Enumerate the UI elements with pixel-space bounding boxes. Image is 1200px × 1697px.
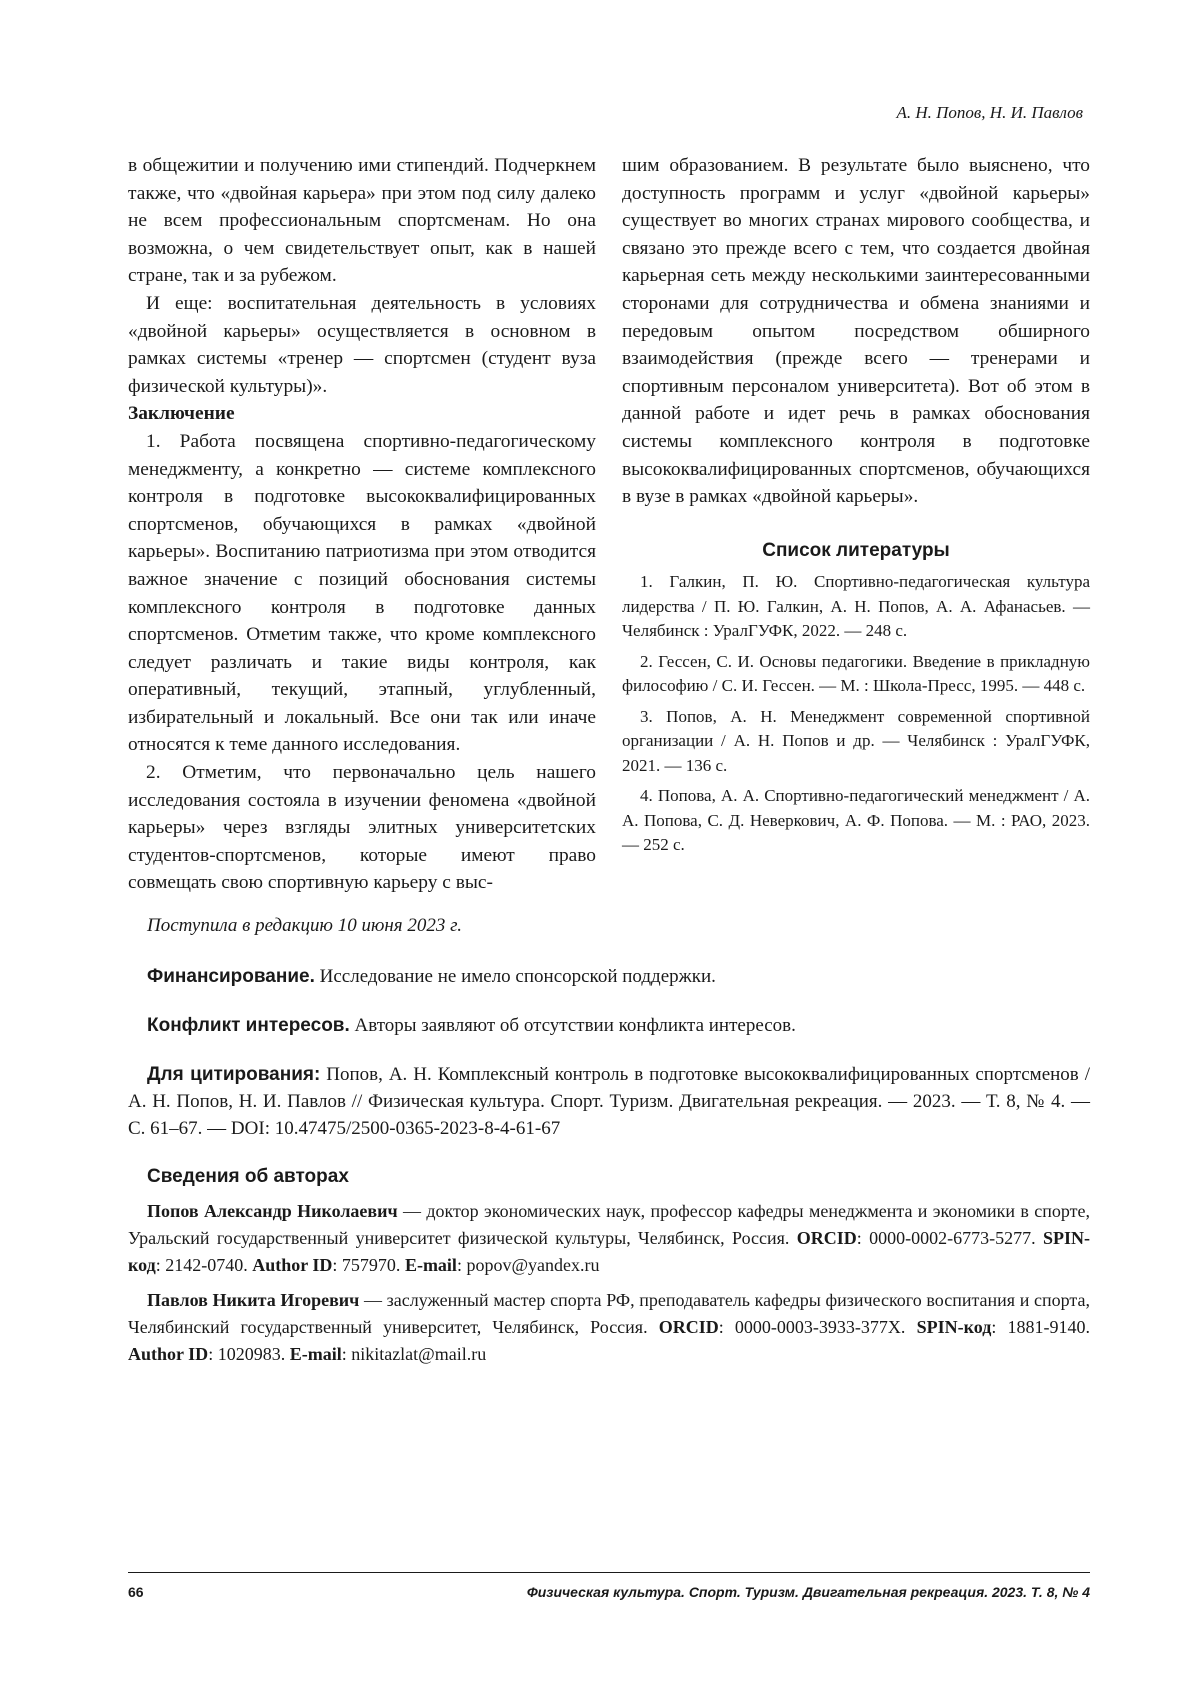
authorid-label: Author ID: [128, 1344, 209, 1364]
paragraph: в общежитии и получению ими стипендий. Подчеркнем также, что «двойная карьера» при этом под силу далеко не всем профессиональным спортсменам. Но она возможна, о чем свидетельствует опыт, как в нашей стране, так и за рубежом.: [128, 155, 596, 287]
funding-statement: [128, 963, 1090, 990]
references-title: Список литературы: [762, 539, 950, 561]
conflict-label: Конфликт интересов.: [147, 1015, 350, 1036]
paragraph: шим образованием. В результате было выяснено, что доступность программ и услуг «двойной карьеры» существует во многих странах мирового сообщества, и связано это прежде всего с тем, что создается двойная карьерная сеть между несколькими заинтересованными сторонами для сотрудничества и обмена знаниями и передовым опытом посредством обширного взаимодействия (прежде всего — тренерами и спортивным персоналом университета). Вот об этом в данной работе и идет речь в рамках обоснования системы комплексного контроля в подготовке высококвалифицированных спортсменов, обучающихся в вузе в рамках «двойной карьеры».: [622, 155, 1090, 508]
footer-divider: [128, 1572, 1090, 1573]
orcid-value: : 0000-0003-3933-377X.: [718, 1317, 917, 1337]
conflict-text: Авторы заявляют об отсутствии конфликта интересов.: [349, 1015, 796, 1036]
author-entry: [128, 1198, 1090, 1279]
authors-title: Сведения об авторах: [147, 1166, 349, 1187]
citation-label: Для цитирования:: [147, 1064, 321, 1085]
conflict-statement: [128, 1012, 1090, 1039]
paragraph: 1. Работа посвящена спортивно-педагогическому менеджменту, а конкретно — системе комплексного контроля в подготовке высококвалифицированных спортсменов, обучающихся в рамках «двойной карьеры». Воспитанию патриотизма при этом отводится важное значение с позиций обоснования системы комплексного контроля в подготовке данных спортсменов. Отметим также, что кроме комплексного следует различать и такие виды контроля, как оперативный, текущий, этапный, углубленный, избирательный и локальный. Все они так или иначе относятся к теме данного исследования.: [128, 430, 596, 756]
spin-label: SPIN-код: [916, 1317, 992, 1337]
received-date: Поступила в редакцию 10 июня 2023 г.: [147, 915, 463, 936]
reference-item: 4. Попова, А. А. Спортивно-педагогический менеджмент / А. А. Попова, С. Д. Неверкович, А. Ф. Попова. — М. : РАО, 2023. — 252 с.: [622, 786, 1090, 855]
author-description: — заслуженный мастер спорта РФ, преподаватель кафедры физического воспитания и спорта, Челябинский государственный университет, Челябинск, Россия.: [128, 1290, 1090, 1337]
conclusion-heading: Заключение: [128, 403, 235, 425]
orcid-label: ORCID: [796, 1228, 857, 1248]
references-list: [622, 570, 1090, 858]
running-head: А. Н. Попов, Н. И. Павлов: [896, 103, 1083, 122]
reference-item: 1. Галкин, П. Ю. Спортивно-педагогическая культура лидерства / П. Ю. Галкин, А. Н. Попов, А. А. Афанасьев. — Челябинск : УралГУФК, 2022. — 248 с.: [622, 572, 1090, 641]
orcid-label: ORCID: [658, 1317, 719, 1337]
paragraph: 2. Отметим, что первоначально цель нашего исследования состояла в изучении феномена «двойной карьеры» через взгляды элитных университетских студентов-спортсменов, которые имеют право совмещать свою спортивную карьеру с выс-: [128, 762, 596, 894]
left-column: [128, 152, 596, 897]
right-column: [622, 152, 1090, 864]
authorid-value: : 1020983.: [208, 1344, 290, 1364]
authorid-value: : 757970.: [332, 1255, 405, 1275]
email-label: E-mail: [404, 1255, 457, 1275]
orcid-value: : 0000-0002-6773-5277.: [856, 1228, 1043, 1248]
journal-footer: Физическая культура. Спорт. Туризм. Двигательная рекреация. 2023. Т. 8, № 4: [526, 1584, 1090, 1600]
page-number: 66: [128, 1584, 144, 1600]
author-name: Попов Александр Николаевич: [147, 1201, 398, 1221]
spin-value: : 2142-0740.: [155, 1255, 253, 1275]
author-name: Павлов Никита Игоревич: [147, 1290, 360, 1310]
email-value: : popov@yandex.ru: [456, 1255, 600, 1275]
reference-item: 3. Попов, А. Н. Менеджмент современной спортивной организации / А. Н. Попов и др. — Челябинск : УралГУФК, 2021. — 136 с.: [622, 706, 1090, 775]
citation-text: Попов, А. Н. Комплексный контроль в подготовке высококвалифицированных спортсменов / А. Н. Попов, Н. И. Павлов // Физическая культура. Спорт. Туризм. Двигательная рекреация. — 2023. — Т. 8, № 4. — С. 61–67. — DOI: 10.47475/2500-0365-2023-8-4-61-67: [128, 1064, 1090, 1139]
funding-text: Исследование не имело спонсорской поддержки.: [314, 966, 716, 987]
spin-value: : 1881-9140.: [991, 1317, 1090, 1337]
email-value: : nikitazlat@mail.ru: [341, 1344, 487, 1364]
citation-block: [128, 1061, 1090, 1142]
spin-label: SPIN-код: [128, 1228, 1091, 1275]
author-description: — доктор экономических наук, профессор кафедры менеджмента и экономики в спорте, Уральский государственный университет физической культуры, Челябинск, Россия.: [128, 1201, 1090, 1248]
reference-item: 2. Гессен, С. И. Основы педагогики. Введение в прикладную философию / С. И. Гессен. — М. : Школа-Пресс, 1995. — 448 с.: [622, 651, 1090, 696]
authorid-label: Author ID: [252, 1255, 333, 1275]
email-label: E-mail: [289, 1344, 342, 1364]
author-entry: [128, 1287, 1090, 1368]
paragraph: И еще: воспитательная деятельность в условиях «двойной карьеры» осуществляется в основном в рамках системы «тренер — спортсмен (студент вуза физической культуры)».: [128, 292, 596, 397]
funding-label: Финансирование.: [147, 966, 315, 987]
